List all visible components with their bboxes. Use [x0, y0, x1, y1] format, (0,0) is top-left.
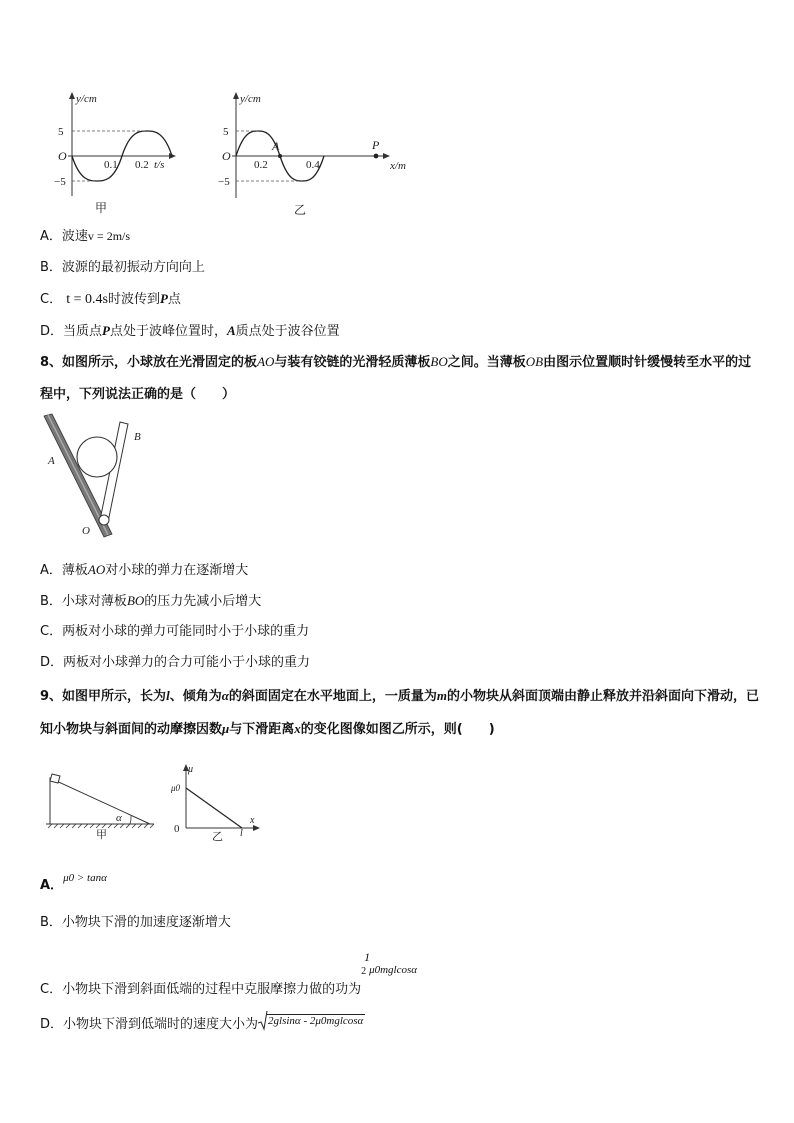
- q9-stem-1: 、如图甲所示，长为: [49, 689, 167, 704]
- q9-option-c-label: C．: [40, 982, 63, 997]
- q9-number: 9: [40, 689, 50, 704]
- q9-yi-zero-label: 0: [174, 823, 180, 835]
- q9-yi-mu-axis-label: μ: [188, 764, 194, 775]
- q9-option-d-label: D．: [40, 1017, 64, 1032]
- q8-option-c-label: C．: [40, 624, 63, 639]
- q9-stem-mu: μ: [222, 721, 230, 736]
- q9-option-a-formula: μ0 > tanα: [63, 872, 107, 884]
- q9-option-c-frac-num: 1: [364, 950, 371, 964]
- q9-option-b-text: 小物块下滑的加速度逐渐增大: [61, 915, 231, 930]
- q9-jia-caption: 甲: [96, 829, 107, 841]
- q7-option-a-label: A．: [40, 229, 62, 244]
- yi-x-axis-label: x/m: [390, 160, 406, 172]
- q7-option-b: [40, 258, 205, 278]
- figure-q9-jia-incline: [40, 764, 160, 844]
- q9-option-b: [40, 913, 231, 933]
- q8-option-b-bo: BO: [126, 593, 145, 608]
- q9-stem: [40, 680, 760, 746]
- q9-option-a: [40, 872, 107, 896]
- q9-option-d: [40, 1015, 365, 1035]
- q7-option-b-text: 波源的最初振动方向向上: [61, 260, 205, 275]
- q7-option-a: [40, 226, 130, 247]
- q8-option-a: [40, 560, 248, 581]
- q9-stem-3: 的斜面固定在水平地面上，一质量为: [228, 689, 437, 704]
- q8-fig-label-o: O: [82, 525, 90, 537]
- q9-stem-2: 、倾角为: [169, 689, 222, 704]
- yi-point-a-label: A: [272, 139, 280, 153]
- q8-stem-1: 、如图所示，小球放在光滑固定的板: [49, 355, 258, 370]
- q7-option-c-label: C．: [40, 292, 63, 307]
- q9-yi-l-label: l: [240, 828, 243, 839]
- figure-yi-wave-graph: [210, 86, 420, 221]
- q9-option-d-text: 小物块下滑到低端时的速度大小为: [63, 1017, 259, 1032]
- q8-fig-label-b: B: [134, 431, 141, 443]
- q7-option-d-text2: 点处于波峰位置时，: [109, 324, 227, 339]
- q9-stem-6: 的变化图像如图乙所示，则( ): [300, 722, 495, 737]
- q7-option-c-formula: t = 0.4s: [66, 292, 108, 307]
- q9-stem-x: x: [294, 721, 301, 736]
- jia-origin-label: O: [58, 149, 67, 163]
- q8-stem-ao: AO: [257, 354, 275, 369]
- yi-y-axis-label: y/cm: [240, 93, 261, 105]
- q8-option-a-label: A．: [40, 563, 62, 578]
- q7-option-c-p: P: [159, 291, 168, 306]
- q9-yi-mu0-label: μ0: [171, 783, 181, 793]
- q7-option-d: [40, 321, 340, 342]
- q9-jia-alpha-label: α: [116, 812, 122, 824]
- yi-tick-0.4: 0.4: [306, 159, 320, 171]
- q9-option-d-sqrt: [258, 1015, 365, 1035]
- q8-stem: [40, 346, 760, 411]
- jia-caption: 甲: [95, 201, 108, 215]
- q9-stem-l: l: [166, 688, 170, 703]
- q8-stem-3: 之间。当薄板: [447, 355, 526, 370]
- figure-q8-ball-boards: [40, 410, 160, 540]
- q8-stem-bo: BO: [430, 354, 448, 369]
- q9-stem-4: 的小物块从斜面顶端由静止释放并沿斜面向下滑动，已知小物块与斜面间的动摩擦因数: [40, 689, 760, 737]
- jia-t-axis-label: t/s: [154, 159, 165, 171]
- q9-yi-caption: 乙: [212, 831, 223, 843]
- jia-y-axis-label: y/cm: [76, 93, 97, 105]
- q8-option-d: [40, 653, 310, 673]
- q9-yi-x-axis-label: x: [250, 815, 255, 826]
- q8-option-d-label: D．: [40, 655, 64, 670]
- q8-fig-label-a: A: [48, 455, 55, 467]
- q8-stem-2: 与装有铰链的光滑轻质薄板: [274, 355, 431, 370]
- q8-stem-4: 由图示位置顺时针缓慢转至水平的过程中，下列说法正确的是（ ）: [40, 355, 752, 402]
- q9-option-c-frac-den: 2: [361, 966, 367, 977]
- q8-option-b-label: B．: [40, 594, 62, 609]
- q8-option-b: [40, 591, 261, 612]
- yi-tick-5: 5: [223, 126, 229, 138]
- q8-option-c-text: 两板对小球的弹力可能同时小于小球的重力: [62, 624, 310, 639]
- q8-option-b-1: 小球对薄板: [61, 594, 127, 609]
- q7-option-d-p: P: [102, 323, 110, 338]
- q9-option-b-label: B．: [40, 915, 62, 930]
- q7-option-d-label: D．: [40, 324, 64, 339]
- figure-jia-vibration-graph: [40, 86, 180, 221]
- q7-option-c-text2: 点: [167, 292, 181, 307]
- q8-option-a-2: 对小球的弹力在逐渐增大: [105, 563, 249, 578]
- q8-option-d-text: 两板对小球弹力的合力可能小于小球的重力: [63, 655, 311, 670]
- q9-stem-m: m: [436, 688, 448, 703]
- q9-option-c-formula: μ0mglcosα: [369, 964, 418, 976]
- q7-option-b-label: B．: [40, 260, 62, 275]
- q7-option-a-text: 波速: [61, 229, 88, 244]
- q8-number: 8: [40, 355, 50, 370]
- q7-option-d-text3: 质点处于波谷位置: [235, 324, 340, 339]
- q7-option-c-text1: 时波传到: [107, 292, 160, 307]
- yi-origin-label: O: [222, 149, 231, 163]
- jia-tick-0.1: 0.1: [104, 159, 118, 171]
- q8-option-b-2: 的压力先减小后增大: [144, 594, 262, 609]
- q7-option-d-text1: 当质点: [63, 324, 103, 339]
- q7-option-d-a: A: [227, 323, 236, 338]
- q9-option-a-label: A．: [40, 878, 64, 893]
- q8-option-a-1: 薄板: [61, 563, 88, 578]
- jia-tick-0.2: 0.2: [135, 159, 149, 171]
- jia-tick-minus5: −5: [54, 176, 66, 188]
- q8-option-c: [40, 622, 309, 642]
- q8-stem-ob: OB: [525, 354, 544, 369]
- jia-tick-5: 5: [58, 126, 64, 138]
- yi-caption: 乙: [294, 203, 307, 217]
- q8-option-a-ao: AO: [87, 562, 106, 577]
- yi-tick-minus5: −5: [218, 176, 230, 188]
- q9-option-d-formula: 2glsinα - 2μ0mglcosα: [268, 1015, 364, 1027]
- q9-option-c-math: [361, 950, 433, 993]
- yi-point-p-label: P: [372, 138, 380, 152]
- q9-option-c: [40, 950, 433, 1000]
- figure-q9-yi-mu-graph: [168, 762, 268, 844]
- yi-tick-0.2: 0.2: [254, 159, 268, 171]
- q9-option-c-text: 小物块下滑到斜面低端的过程中克服摩擦力做的功为: [62, 982, 362, 997]
- q9-stem-alpha: α: [221, 688, 229, 703]
- q7-option-a-formula: v = 2m/s: [87, 229, 131, 243]
- q7-option-c: [40, 289, 181, 310]
- q9-stem-5: 与下滑距离: [229, 722, 295, 737]
